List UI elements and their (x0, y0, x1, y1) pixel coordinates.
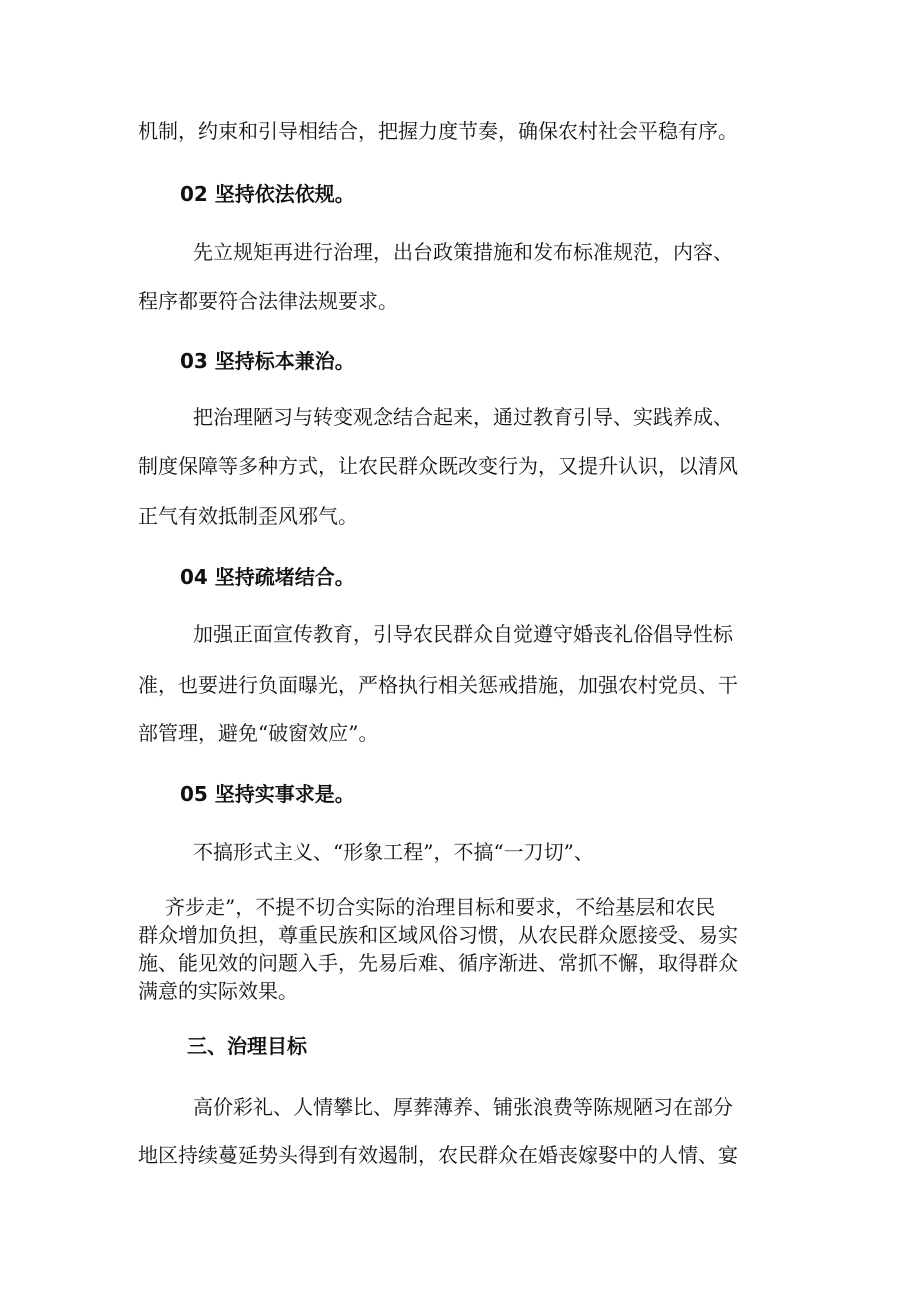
paragraph-line: 准，也要进行负面曝光，严格执行相关惩戒措施，加强农村党员、干 (138, 673, 738, 697)
paragraph-line: 齐步走”，不提不切合实际的治理目标和要求，不给基层和农民 (165, 895, 716, 919)
section-heading-04: 04 坚持疏堵结合。 (180, 565, 355, 589)
paragraph-line: 地区持续蔓延势头得到有效遏制，农民群众在婚丧嫁娶中的人情、宴 (138, 1143, 738, 1167)
paragraph-line: 正气有效抵制歪风邪气。 (138, 504, 358, 528)
paragraph-line: 满意的实际效果。 (138, 979, 298, 1003)
paragraph-line: 不搞形式主义、“形象工程”，不搞“一刀切”、 (193, 840, 594, 864)
paragraph-line: 施、能见效的问题入手，先易后难、循序渐进、常抓不懈，取得群众 (138, 951, 738, 975)
paragraph-line: 群众增加负担，尊重民族和区域风俗习惯，从农民群众愿接受、易实 (138, 923, 738, 947)
section-heading-05: 05 坚持实事求是。 (180, 782, 355, 806)
section-heading-03: 03 坚持标本兼治。 (180, 349, 355, 373)
paragraph-line: 把治理陋习与转变观念结合起来，通过教育引导、实践养成、 (193, 405, 733, 429)
section-title-goals: 三、治理目标 (187, 1034, 307, 1058)
paragraph-line: 加强正面宣传教育，引导农民群众自觉遵守婚丧礼俗倡导性标 (193, 622, 733, 646)
paragraph-line: 部管理，避免“破窗效应”。 (138, 721, 379, 745)
section-heading-02: 02 坚持依法依规。 (180, 182, 355, 206)
paragraph-line: 程序都要符合法律法规要求。 (138, 289, 398, 313)
paragraph-line: 制度保障等多种方式，让农民群众既改变行为，又提升认识，以清风 (138, 454, 738, 478)
paragraph-line: 先立规矩再进行治理，出台政策措施和发布标准规范，内容、 (193, 240, 733, 264)
paragraph-line: 机制，约束和引导相结合，把握力度节奏，确保农村社会平稳有序。 (138, 119, 738, 143)
paragraph-line: 高价彩礼、人情攀比、厚葬薄养、铺张浪费等陈规陋习在部分 (193, 1095, 733, 1119)
